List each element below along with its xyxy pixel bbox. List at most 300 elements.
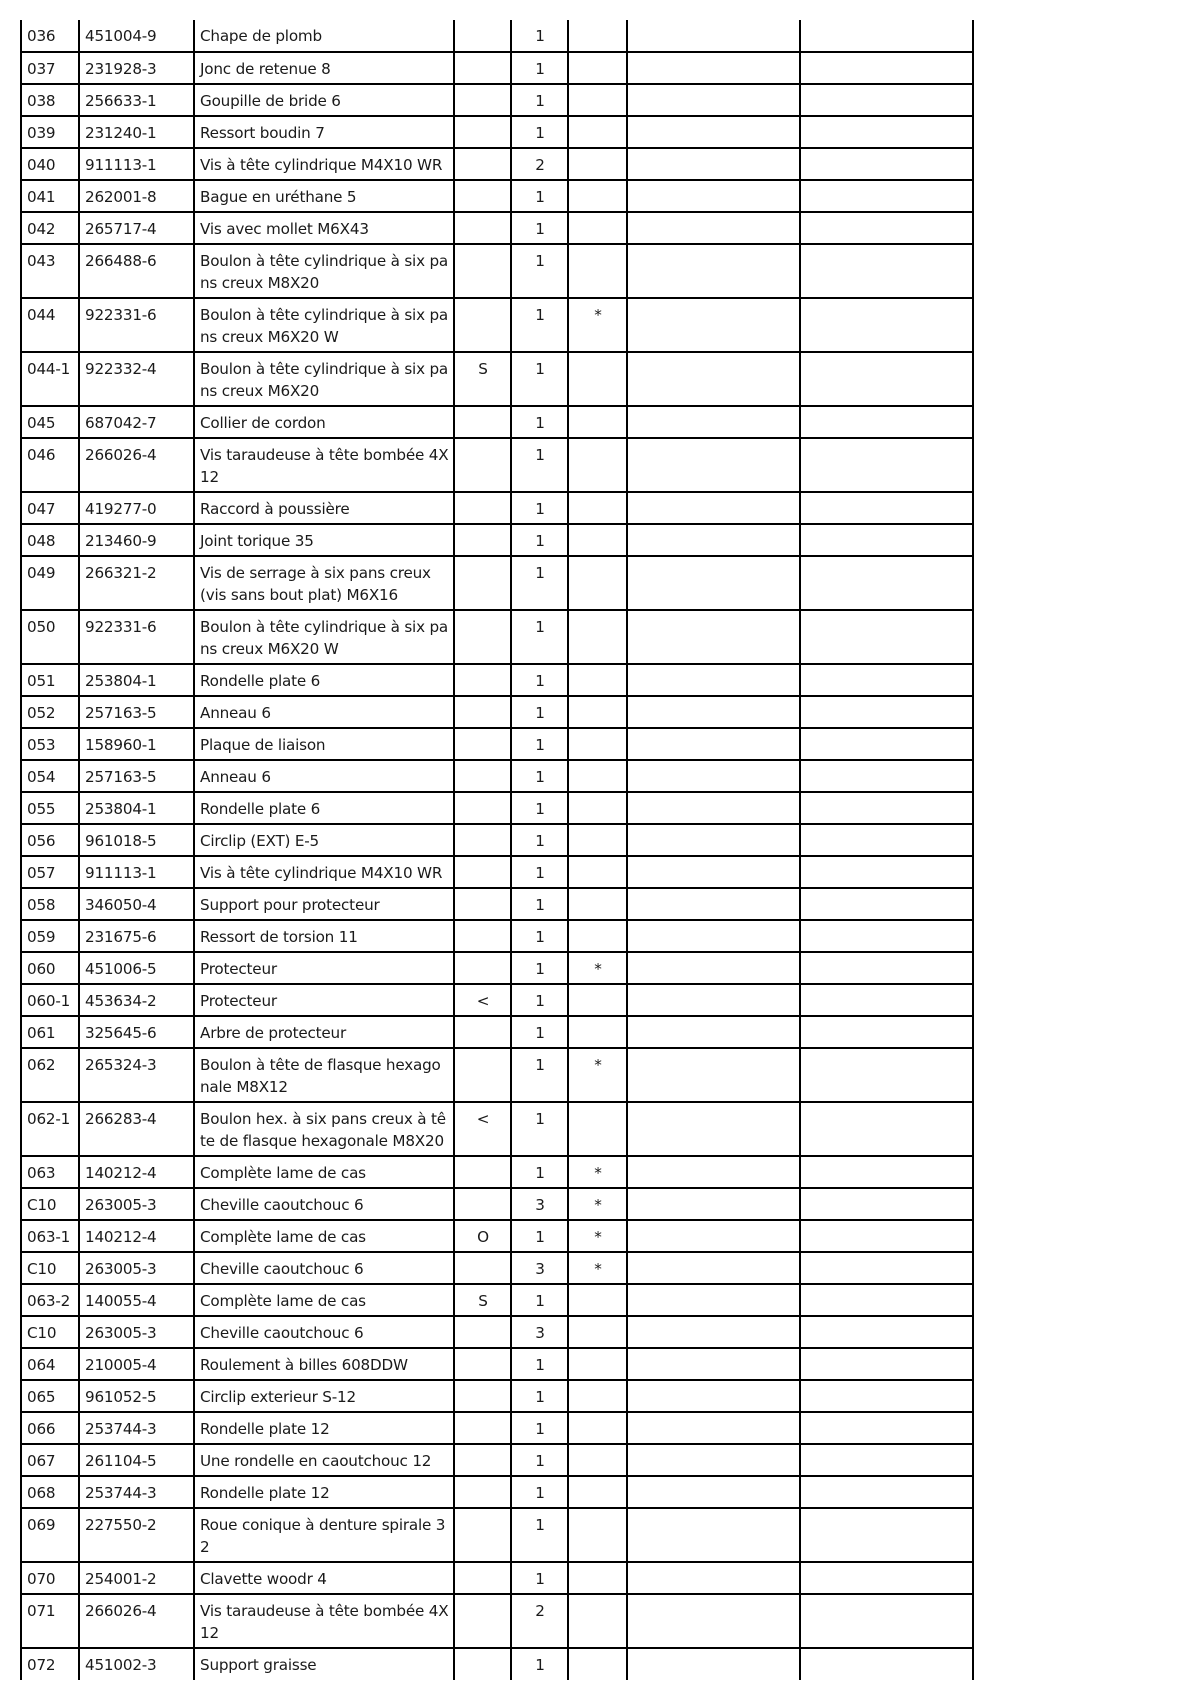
note-mark-cell (568, 1444, 627, 1476)
part-reference-cell: 263005-3 (79, 1316, 194, 1348)
part-reference-cell: 253744-3 (79, 1476, 194, 1508)
item-number-cell: 069 (21, 1508, 79, 1562)
part-reference-cell: 451002-3 (79, 1648, 194, 1680)
change-code-cell (454, 1594, 511, 1648)
table-row (21, 1220, 973, 1252)
table-row (21, 920, 973, 952)
part-reference-cell: 257163-5 (79, 696, 194, 728)
extra-column-cell (800, 52, 973, 84)
extra-column-cell (800, 888, 973, 920)
item-number-cell: 049 (21, 556, 79, 610)
quantity-cell: 1 (511, 406, 568, 438)
change-code-cell (454, 760, 511, 792)
item-number-cell: 042 (21, 212, 79, 244)
note-mark-cell (568, 1316, 627, 1348)
quantity-cell: 1 (511, 298, 568, 352)
item-number-cell: 059 (21, 920, 79, 952)
part-reference-cell: 911113-1 (79, 148, 194, 180)
quantity-cell: 1 (511, 212, 568, 244)
extra-column-cell (800, 148, 973, 180)
note-mark-cell (568, 1562, 627, 1594)
quantity-cell: 1 (511, 760, 568, 792)
note-mark-cell (568, 1016, 627, 1048)
part-description-cell: Protecteur (194, 984, 454, 1016)
extra-column-cell (627, 696, 800, 728)
change-code-cell (454, 1316, 511, 1348)
change-code-cell (454, 1648, 511, 1680)
table-row (21, 52, 973, 84)
item-number-cell: 037 (21, 52, 79, 84)
extra-column-cell (627, 888, 800, 920)
note-mark-cell (568, 1594, 627, 1648)
extra-column-cell (627, 492, 800, 524)
quantity-cell: 1 (511, 664, 568, 696)
change-code-cell (454, 406, 511, 438)
quantity-cell: 1 (511, 524, 568, 556)
change-code-cell: O (454, 1220, 511, 1252)
extra-column-cell (627, 116, 800, 148)
table-row (21, 824, 973, 856)
extra-column-cell (627, 406, 800, 438)
extra-column-cell (627, 856, 800, 888)
table-row (21, 1102, 973, 1156)
item-number-cell: 058 (21, 888, 79, 920)
extra-column-cell (800, 1412, 973, 1444)
quantity-cell: 1 (511, 1016, 568, 1048)
item-number-cell: 060-1 (21, 984, 79, 1016)
part-description-cell: Anneau 6 (194, 760, 454, 792)
table-row (21, 664, 973, 696)
extra-column-cell (800, 792, 973, 824)
extra-column-cell (800, 406, 973, 438)
table-row (21, 1444, 973, 1476)
part-description-cell: Boulon à tête cylindrique à six pans creux M8X20 (194, 244, 454, 298)
change-code-cell (454, 1508, 511, 1562)
change-code-cell (454, 524, 511, 556)
item-number-cell: 045 (21, 406, 79, 438)
change-code-cell (454, 856, 511, 888)
note-mark-cell (568, 438, 627, 492)
part-description-cell: Une rondelle en caoutchouc 12 (194, 1444, 454, 1476)
change-code-cell (454, 696, 511, 728)
extra-column-cell (800, 116, 973, 148)
item-number-cell: 068 (21, 1476, 79, 1508)
quantity-cell: 1 (511, 352, 568, 406)
part-reference-cell: 263005-3 (79, 1188, 194, 1220)
item-number-cell: 064 (21, 1348, 79, 1380)
table-row (21, 84, 973, 116)
change-code-cell (454, 664, 511, 696)
part-description-cell: Plaque de liaison (194, 728, 454, 760)
item-number-cell: C10 (21, 1316, 79, 1348)
note-mark-cell (568, 524, 627, 556)
part-description-cell: Rondelle plate 6 (194, 792, 454, 824)
table-row (21, 610, 973, 664)
part-reference-cell: 256633-1 (79, 84, 194, 116)
change-code-cell (454, 888, 511, 920)
note-mark-cell (568, 52, 627, 84)
change-code-cell (454, 244, 511, 298)
extra-column-cell (627, 352, 800, 406)
part-description-cell: Complète lame de cas (194, 1220, 454, 1252)
table-row (21, 760, 973, 792)
extra-column-cell (800, 1016, 973, 1048)
table-row (21, 298, 973, 352)
part-description-cell: Support graisse (194, 1648, 454, 1680)
extra-column-cell (800, 180, 973, 212)
note-mark-cell (568, 664, 627, 696)
extra-column-cell (800, 1188, 973, 1220)
note-mark-cell: * (568, 298, 627, 352)
quantity-cell: 1 (511, 1562, 568, 1594)
part-description-cell: Complète lame de cas (194, 1284, 454, 1316)
extra-column-cell (627, 952, 800, 984)
note-mark-cell (568, 180, 627, 212)
change-code-cell (454, 212, 511, 244)
part-description-cell: Chape de plomb (194, 20, 454, 52)
item-number-cell: 052 (21, 696, 79, 728)
item-number-cell: 053 (21, 728, 79, 760)
item-number-cell: 044-1 (21, 352, 79, 406)
item-number-cell: 066 (21, 1412, 79, 1444)
note-mark-cell (568, 1284, 627, 1316)
part-reference-cell: 266026-4 (79, 438, 194, 492)
table-row (21, 1476, 973, 1508)
extra-column-cell (800, 1316, 973, 1348)
extra-column-cell (627, 438, 800, 492)
part-description-cell: Ressort boudin 7 (194, 116, 454, 148)
table-row (21, 1156, 973, 1188)
extra-column-cell (800, 696, 973, 728)
quantity-cell: 1 (511, 1412, 568, 1444)
extra-column-cell (627, 664, 800, 696)
extra-column-cell (800, 1284, 973, 1316)
item-number-cell: 036 (21, 20, 79, 52)
extra-column-cell (627, 920, 800, 952)
item-number-cell: 046 (21, 438, 79, 492)
item-number-cell: 070 (21, 1562, 79, 1594)
item-number-cell: 055 (21, 792, 79, 824)
quantity-cell: 1 (511, 556, 568, 610)
quantity-cell: 3 (511, 1252, 568, 1284)
part-description-cell: Complète lame de cas (194, 1156, 454, 1188)
note-mark-cell (568, 856, 627, 888)
part-reference-cell: 257163-5 (79, 760, 194, 792)
quantity-cell: 1 (511, 1476, 568, 1508)
change-code-cell (454, 1156, 511, 1188)
change-code-cell (454, 1476, 511, 1508)
extra-column-cell (800, 1380, 973, 1412)
part-reference-cell: 419277-0 (79, 492, 194, 524)
change-code-cell (454, 1048, 511, 1102)
extra-column-cell (800, 952, 973, 984)
change-code-cell (454, 1016, 511, 1048)
quantity-cell: 1 (511, 1648, 568, 1680)
table-row (21, 212, 973, 244)
item-number-cell: 062-1 (21, 1102, 79, 1156)
part-description-cell: Vis taraudeuse à tête bombée 4X12 (194, 438, 454, 492)
extra-column-cell (800, 1156, 973, 1188)
note-mark-cell (568, 760, 627, 792)
table-row (21, 1562, 973, 1594)
table-row (21, 1412, 973, 1444)
table-row (21, 728, 973, 760)
change-code-cell (454, 1252, 511, 1284)
extra-column-cell (800, 760, 973, 792)
item-number-cell: 051 (21, 664, 79, 696)
table-row (21, 984, 973, 1016)
part-description-cell: Collier de cordon (194, 406, 454, 438)
extra-column-cell (800, 1476, 973, 1508)
extra-column-cell (800, 352, 973, 406)
extra-column-cell (627, 1284, 800, 1316)
item-number-cell: 047 (21, 492, 79, 524)
extra-column-cell (800, 212, 973, 244)
extra-column-cell (800, 438, 973, 492)
part-description-cell: Arbre de protecteur (194, 1016, 454, 1048)
table-row (21, 1380, 973, 1412)
part-reference-cell: 453634-2 (79, 984, 194, 1016)
item-number-cell: 057 (21, 856, 79, 888)
part-description-cell: Bague en uréthane 5 (194, 180, 454, 212)
extra-column-cell (627, 1252, 800, 1284)
item-number-cell: 072 (21, 1648, 79, 1680)
part-reference-cell: 266283-4 (79, 1102, 194, 1156)
part-description-cell: Joint torique 35 (194, 524, 454, 556)
quantity-cell: 1 (511, 728, 568, 760)
note-mark-cell: * (568, 1188, 627, 1220)
note-mark-cell (568, 1508, 627, 1562)
extra-column-cell (627, 1220, 800, 1252)
change-code-cell (454, 438, 511, 492)
extra-column-cell (800, 610, 973, 664)
note-mark-cell (568, 84, 627, 116)
table-row (21, 856, 973, 888)
change-code-cell (454, 1380, 511, 1412)
quantity-cell: 1 (511, 180, 568, 212)
part-description-cell: Ressort de torsion 11 (194, 920, 454, 952)
quantity-cell: 1 (511, 1156, 568, 1188)
quantity-cell: 2 (511, 148, 568, 180)
extra-column-cell (800, 1348, 973, 1380)
extra-column-cell (800, 856, 973, 888)
table-row (21, 352, 973, 406)
part-description-cell: Boulon à tête cylindrique à six pans creux M6X20 W (194, 298, 454, 352)
change-code-cell (454, 1444, 511, 1476)
quantity-cell: 1 (511, 1048, 568, 1102)
table-row (21, 1188, 973, 1220)
extra-column-cell (627, 20, 800, 52)
change-code-cell (454, 20, 511, 52)
part-description-cell: Rondelle plate 12 (194, 1476, 454, 1508)
quantity-cell: 1 (511, 438, 568, 492)
item-number-cell: 063 (21, 1156, 79, 1188)
part-reference-cell: 265717-4 (79, 212, 194, 244)
note-mark-cell: * (568, 1252, 627, 1284)
change-code-cell: S (454, 1284, 511, 1316)
extra-column-cell (800, 1252, 973, 1284)
part-description-cell: Vis à tête cylindrique M4X10 WR (194, 148, 454, 180)
note-mark-cell (568, 696, 627, 728)
extra-column-cell (800, 1220, 973, 1252)
part-reference-cell: 213460-9 (79, 524, 194, 556)
change-code-cell (454, 792, 511, 824)
extra-column-cell (627, 1102, 800, 1156)
extra-column-cell (627, 1562, 800, 1594)
extra-column-cell (800, 244, 973, 298)
note-mark-cell (568, 1102, 627, 1156)
extra-column-cell (627, 1594, 800, 1648)
part-reference-cell: 451006-5 (79, 952, 194, 984)
part-description-cell: Cheville caoutchouc 6 (194, 1316, 454, 1348)
note-mark-cell: * (568, 1156, 627, 1188)
part-reference-cell: 911113-1 (79, 856, 194, 888)
extra-column-cell (800, 1508, 973, 1562)
table-row (21, 492, 973, 524)
note-mark-cell (568, 728, 627, 760)
item-number-cell: 041 (21, 180, 79, 212)
part-reference-cell: 922331-6 (79, 298, 194, 352)
note-mark-cell (568, 20, 627, 52)
quantity-cell: 1 (511, 1220, 568, 1252)
extra-column-cell (800, 984, 973, 1016)
table-row (21, 556, 973, 610)
note-mark-cell (568, 984, 627, 1016)
note-mark-cell (568, 888, 627, 920)
change-code-cell (454, 1412, 511, 1444)
part-description-cell: Boulon à tête cylindrique à six pans creux M6X20 (194, 352, 454, 406)
extra-column-cell (627, 180, 800, 212)
extra-column-cell (800, 920, 973, 952)
part-reference-cell: 227550-2 (79, 1508, 194, 1562)
note-mark-cell (568, 212, 627, 244)
extra-column-cell (627, 212, 800, 244)
part-reference-cell: 231675-6 (79, 920, 194, 952)
table-row (21, 1016, 973, 1048)
extra-column-cell (800, 492, 973, 524)
note-mark-cell: * (568, 1048, 627, 1102)
extra-column-cell (627, 984, 800, 1016)
note-mark-cell (568, 1348, 627, 1380)
change-code-cell (454, 116, 511, 148)
extra-column-cell (627, 824, 800, 856)
table-row (21, 1508, 973, 1562)
extra-column-cell (627, 1444, 800, 1476)
extra-column-cell (800, 1048, 973, 1102)
part-description-cell: Cheville caoutchouc 6 (194, 1252, 454, 1284)
table-row (21, 20, 973, 52)
part-reference-cell: 346050-4 (79, 888, 194, 920)
change-code-cell: < (454, 1102, 511, 1156)
part-description-cell: Anneau 6 (194, 696, 454, 728)
item-number-cell: 040 (21, 148, 79, 180)
extra-column-cell (627, 52, 800, 84)
part-reference-cell: 687042-7 (79, 406, 194, 438)
part-reference-cell: 266488-6 (79, 244, 194, 298)
extra-column-cell (627, 1316, 800, 1348)
table-row (21, 180, 973, 212)
item-number-cell: C10 (21, 1252, 79, 1284)
extra-column-cell (800, 824, 973, 856)
change-code-cell: S (454, 352, 511, 406)
change-code-cell (454, 728, 511, 760)
table-row (21, 116, 973, 148)
table-row (21, 1594, 973, 1648)
item-number-cell: C10 (21, 1188, 79, 1220)
item-number-cell: 043 (21, 244, 79, 298)
parts-table (20, 20, 974, 1680)
note-mark-cell (568, 1476, 627, 1508)
part-reference-cell: 140212-4 (79, 1156, 194, 1188)
extra-column-cell (627, 1348, 800, 1380)
extra-column-cell (800, 20, 973, 52)
extra-column-cell (627, 1476, 800, 1508)
note-mark-cell (568, 920, 627, 952)
extra-column-cell (627, 556, 800, 610)
extra-column-cell (627, 244, 800, 298)
quantity-cell: 1 (511, 920, 568, 952)
part-reference-cell: 266321-2 (79, 556, 194, 610)
extra-column-cell (627, 1508, 800, 1562)
part-description-cell: Clavette woodr 4 (194, 1562, 454, 1594)
change-code-cell (454, 920, 511, 952)
item-number-cell: 050 (21, 610, 79, 664)
extra-column-cell (800, 84, 973, 116)
extra-column-cell (627, 1188, 800, 1220)
quantity-cell: 1 (511, 888, 568, 920)
quantity-cell: 1 (511, 84, 568, 116)
item-number-cell: 039 (21, 116, 79, 148)
part-description-cell: Jonc de retenue 8 (194, 52, 454, 84)
part-reference-cell: 210005-4 (79, 1348, 194, 1380)
part-description-cell: Vis à tête cylindrique M4X10 WR (194, 856, 454, 888)
table-row (21, 406, 973, 438)
part-reference-cell: 922331-6 (79, 610, 194, 664)
part-reference-cell: 253744-3 (79, 1412, 194, 1444)
table-row (21, 888, 973, 920)
part-description-cell: Roulement à billes 608DDW (194, 1348, 454, 1380)
extra-column-cell (627, 298, 800, 352)
extra-column-cell (627, 1412, 800, 1444)
part-reference-cell: 253804-1 (79, 664, 194, 696)
note-mark-cell: * (568, 952, 627, 984)
quantity-cell: 3 (511, 1316, 568, 1348)
part-reference-cell: 266026-4 (79, 1594, 194, 1648)
change-code-cell (454, 84, 511, 116)
part-description-cell: Rondelle plate 12 (194, 1412, 454, 1444)
part-description-cell: Boulon hex. à six pans creux à tête de flasque hexagonale M8X20 (194, 1102, 454, 1156)
part-reference-cell: 140212-4 (79, 1220, 194, 1252)
extra-column-cell (627, 148, 800, 180)
part-reference-cell: 922332-4 (79, 352, 194, 406)
quantity-cell: 1 (511, 52, 568, 84)
quantity-cell: 1 (511, 856, 568, 888)
extra-column-cell (627, 1016, 800, 1048)
quantity-cell: 1 (511, 1380, 568, 1412)
parts-list-sheet (20, 20, 974, 1680)
quantity-cell: 2 (511, 1594, 568, 1648)
part-reference-cell: 263005-3 (79, 1252, 194, 1284)
change-code-cell (454, 824, 511, 856)
note-mark-cell (568, 244, 627, 298)
change-code-cell (454, 556, 511, 610)
extra-column-cell (627, 524, 800, 556)
extra-column-cell (800, 664, 973, 696)
note-mark-cell (568, 1380, 627, 1412)
quantity-cell: 1 (511, 1444, 568, 1476)
extra-column-cell (800, 1648, 973, 1680)
extra-column-cell (800, 1594, 973, 1648)
